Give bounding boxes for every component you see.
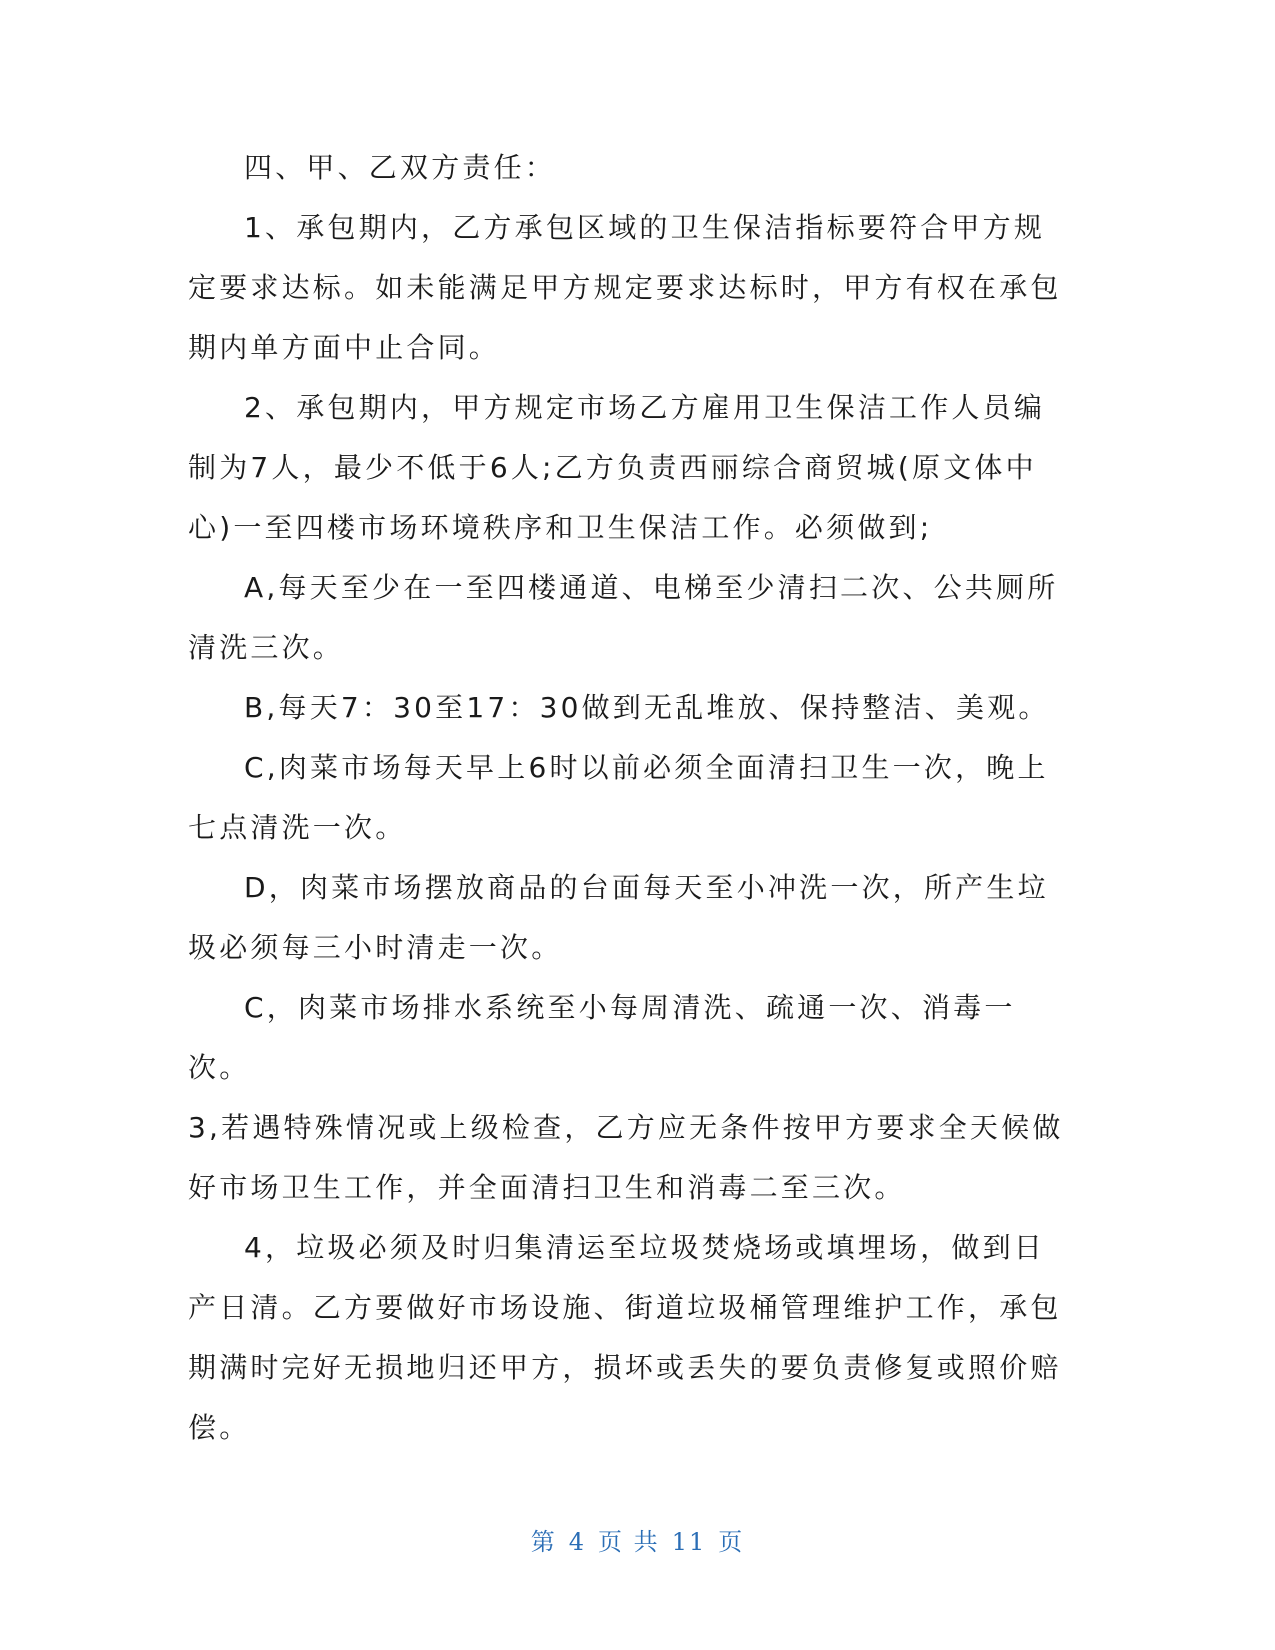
document-body: [188, 138, 1068, 1458]
paragraph-c: C,肉菜市场每天早上6时以前必须全面清扫卫生一次，晚上七点清洗一次。: [188, 751, 1049, 844]
paragraph-2: 2、承包期内，甲方规定市场乙方雇用卫生保洁工作人员编制为7人，最少不低于6人;乙方负责西丽综合商贸城(原文体中心)一至四楼市场环境秩序和卫生保洁工作。必须做到;: [188, 391, 1046, 544]
paragraph-3: 3,若遇特殊情况或上级检查，乙方应无条件按甲方要求全天候做好市场卫生工作，并全面清扫卫生和消毒二至三次。: [188, 1111, 1064, 1204]
footer-page-number: 4: [568, 1528, 587, 1556]
paragraph-1: 1、承包期内，乙方承包区域的卫生保洁指标要符合甲方规定要求达标。如未能满足甲方规定要求达标时，甲方有权在承包期内单方面中止合同。: [188, 211, 1062, 364]
paragraph-c2: C，肉菜市场排水系统至小每周清洗、疏通一次、消毒一次。: [188, 991, 1016, 1084]
footer-suffix: 页: [718, 1528, 745, 1556]
paragraph-b: B,每天7：30至17：30做到无乱堆放、保持整洁、美观。: [244, 691, 1050, 724]
page-footer: [0, 1522, 1275, 1557]
footer-middle: 页 共: [598, 1528, 660, 1556]
section-heading: 四、甲、乙双方责任：: [244, 151, 557, 184]
footer-total-pages: 11: [671, 1528, 707, 1556]
paragraph-d: D，肉菜市场摆放商品的台面每天至小冲洗一次，所产生垃圾必须每三小时清走一次。: [188, 871, 1049, 964]
paragraph-4: 4，垃圾必须及时归集清运至垃圾焚烧场或填埋场，做到日产日清。乙方要做好市场设施、街道垃圾桶管理维护工作，承包期满时完好无损地归还甲方，损坏或丢失的要负责修复或照价赔偿。: [188, 1231, 1062, 1444]
footer-prefix: 第: [530, 1528, 557, 1556]
paragraph-a: A,每天至少在一至四楼通道、电梯至少清扫二次、公共厕所清洗三次。: [188, 571, 1059, 664]
